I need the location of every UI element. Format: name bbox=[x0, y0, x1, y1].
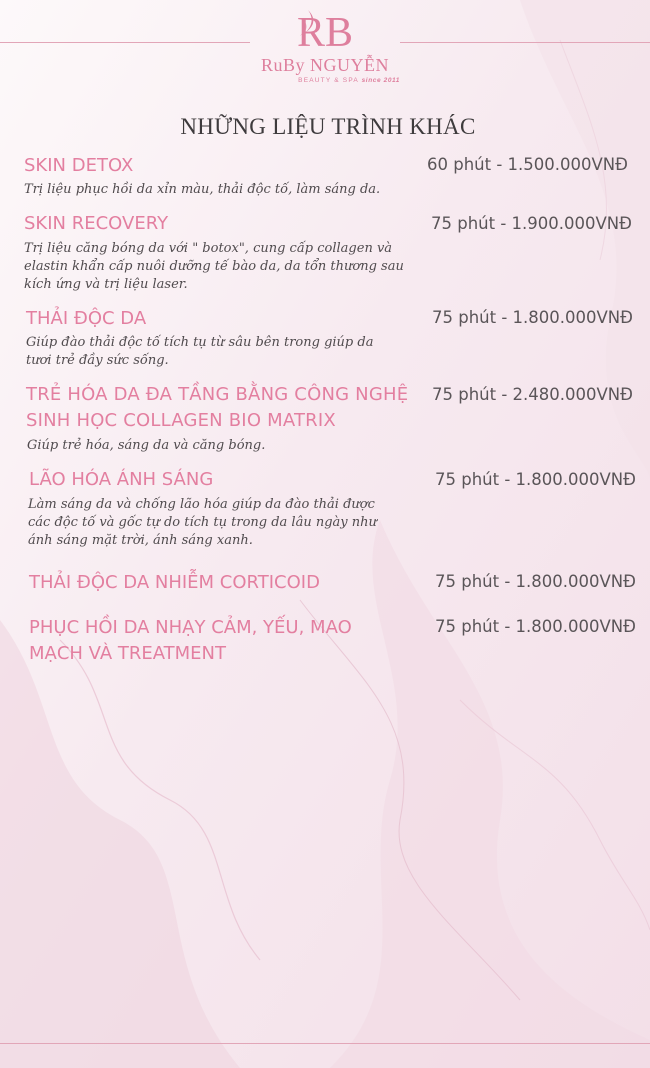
service-name: THẢI ĐỘC DA NHIỄM CORTICOID bbox=[29, 572, 320, 593]
service-name: THẢI ĐỘC DA bbox=[26, 308, 147, 329]
service-price: 60 phút - 1.500.000VNĐ bbox=[427, 155, 628, 174]
brand-since: since 2011 bbox=[361, 77, 400, 84]
page-title: NHỮNG LIỆU TRÌNH KHÁC bbox=[180, 114, 476, 139]
service-name: PHỤC HỒI DA NHẠY CẢM, YẾU, MAO MẠCH VÀ TREATMENT bbox=[29, 617, 352, 664]
service-description: Giúp đào thải độc tố tích tụ từ sâu bên trong giúp da tươi trẻ đầy sức sống. bbox=[26, 335, 374, 368]
footer-divider bbox=[0, 1043, 650, 1044]
brand-tagline-line bbox=[250, 77, 400, 85]
brand-logo bbox=[250, 4, 400, 86]
service-price: 75 phút - 1.900.000VNĐ bbox=[431, 214, 632, 233]
service-price: 75 phút - 1.800.000VNĐ bbox=[432, 308, 633, 327]
service-description: Trị liệu phục hồi da xỉn màu, thải độc tố, làm sáng da. bbox=[24, 182, 381, 197]
service-description: Làm sáng da và chống lão hóa giúp da đào thải được các độc tố và gốc tự do tích tụ trong da lâu ngày như ánh sáng mặt trời, ánh sáng xanh. bbox=[28, 497, 377, 548]
brand-name: RuBy NGUYỄN bbox=[260, 55, 389, 75]
brand-tagline: BEAUTY & SPA bbox=[298, 77, 359, 84]
service-description: Giúp trẻ hóa, sáng da và căng bóng. bbox=[27, 438, 266, 453]
service-name: LÃO HÓA ÁNH SÁNG bbox=[29, 469, 214, 490]
service-price: 75 phút - 1.800.000VNĐ bbox=[435, 470, 636, 489]
brand-monogram: RB bbox=[296, 10, 354, 56]
brand-monogram-icon bbox=[288, 4, 362, 56]
header-divider-left bbox=[0, 42, 250, 43]
service-description: Trị liệu căng bóng da với " botox", cung cấp collagen và elastin khẩn cấp nuôi dưỡng tế bào da, da tổn thương sau kích ứng và trị liệu laser. bbox=[24, 241, 404, 292]
service-price: 75 phút - 1.800.000VNĐ bbox=[435, 572, 636, 591]
service-name: SKIN DETOX bbox=[24, 155, 134, 176]
service-price: 75 phút - 1.800.000VNĐ bbox=[435, 617, 636, 636]
header-divider-right bbox=[400, 42, 650, 43]
service-name: TRẺ HÓA DA ĐA TẦNG BẰNG CÔNG NGHỆ SINH HỌC COLLAGEN BIO MATRIX bbox=[26, 384, 409, 431]
service-price: 75 phút - 2.480.000VNĐ bbox=[432, 385, 633, 404]
service-name: SKIN RECOVERY bbox=[24, 213, 169, 234]
